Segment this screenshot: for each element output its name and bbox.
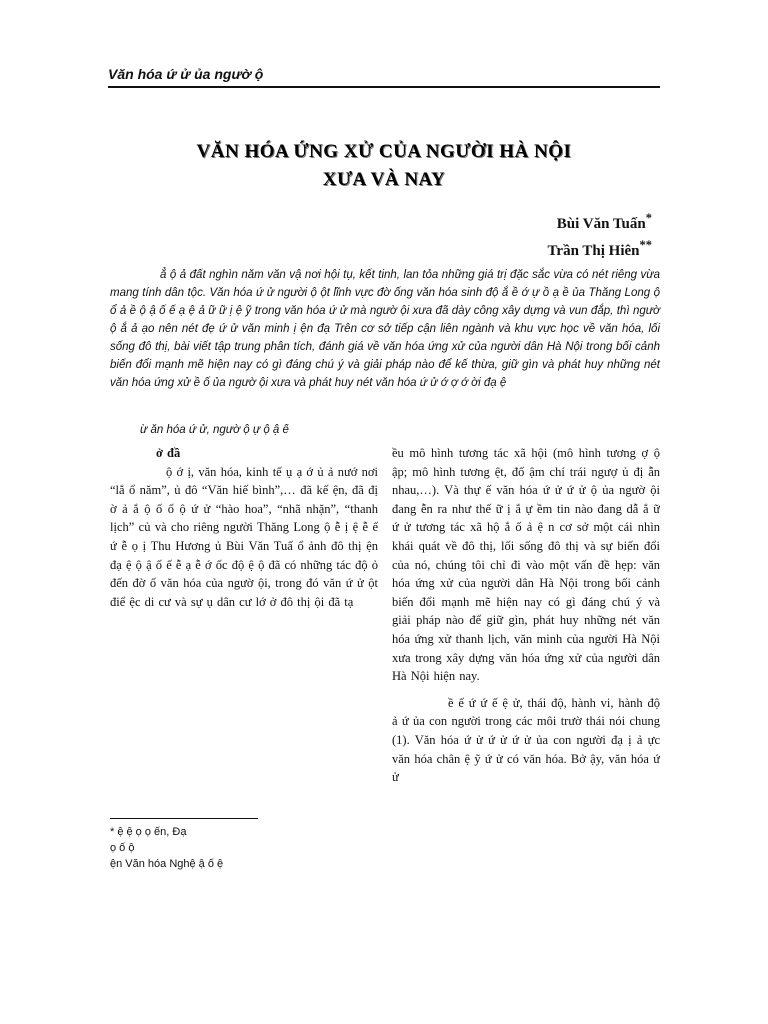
title-line-1: VĂN HÓA ỨNG XỬ CỦA NGƯỜI HÀ NỘI <box>196 141 572 162</box>
author-2-mark: ** <box>639 238 652 252</box>
body-column-right <box>392 444 660 864</box>
abstract: ẳ ộ ả đất nghìn năm văn vậ nơi hội tụ, kết tinh, lan tỏa những giá trị đặc sắc vừa có nét riêng vừa mang tính dân tộc. Văn hóa ứ ử người ộ ột lĩnh vực đờ ống văn hóa sinh độ ắ ề ớ ự ồ ạ ề ủa Thăng Long ộ ổ ả ề ộ ậ ố ế ạ ệ ả ữ ữ ị ệ ỹ trong văn hóa ứ ử mà ngườ ội xưa đã dày công xây dựng và vun đắp, thì ngườ ộ ắ ả ạo nên nét đẹ ứ ử văn minh ị ện đạ Trên cơ sở tiếp cận liên ngành và khu vực học về văn hóa, lối sống đô thị, bài viết tập trung phân tích, đánh giá về văn hóa ứng xử của người dân Hà Nội trong bối cảnh biến đổi mạnh mẽ hiện nay có gì đáng chú ý và giải pháp nào để kế thừa, giữ gìn và phát huy những nét văn hóa ứng xử ề ố ủa ngườ ội xưa và phát huy nét văn hóa ứ ử ớ ợ ớ ời đạ ệ <box>110 269 660 389</box>
footnote-line: ện Văn hóa Nghệ ậ ố ệ <box>110 858 224 870</box>
keywords: ừ ăn hóa ứ ử, ngườ ộ ự ộ ậ ế <box>140 424 289 436</box>
body-paragraph: ộ ớ ị, văn hóa, kinh tế ụ ạ ớ ủ ả nướ nơi “lắ ổ năm”, ủ đô “Văn hiế bình”,… đã kế ện, đã đị ờ ả ắ ộ ố ố ộ ứ ử “hào hoa”, “nhã nhặn”, “thanh lịch” củ và cho riêng người Thăng Long ộ ễ ị ệ ễ ế ứ ễ ọ ị Thu Hương ủ Bùi Văn Tuấ ổ ảnh đô thị ện đạ ệ ộ ậ ố ế ễ ạ ễ ớ ốc độ ệ ộ đã có những tác độ ỏ đến đờ ố văn hóa của ngườ ội, trong đó văn ứ ử ột điể ệc di cư và sự ụ dân cư lớ ở đô thị ội đã tạ <box>110 464 378 609</box>
body-column-left <box>110 444 378 816</box>
body-paragraph: ều mô hình tương tác xã hội (mô hình tương ợ ộ ập; mô hình tương ệt, đố ậm chí trái ngượ ủ đị ẫn nhau,…). Và thự ế văn hóa ứ ử ứ ử ộ ủa ngườ ội đang ễn ra như thế ữ ị ắ ự ềm tin nào đang dẫ ắ ữ ứ ử tương tác xã hộ ắ ố ả ệ n cơ sở một cái nhìn khái quát về đô thị, lối sống đô thị và sự biến đổi của nó, chúng tôi chỉ đi vào một vấn đề hẹp: văn hóa ứng xử của người dân Hà Nội trong bối cảnh biến đổi mạnh mẽ hiện nay có gì đáng chú ý và giải pháp nào để giữ gìn, phát huy những nét văn hóa ứng xử thanh lịch, văn minh của người Hà Nội xưa trong xây dựng văn hóa ứng xử của người dân Hà Nội hiện nay. <box>392 446 660 684</box>
footnote-line: ọ ố ộ <box>110 842 135 854</box>
footnote-line: * ệ ệ ọ ọ ến, Đạ <box>110 826 187 838</box>
title-line-2: XƯA VÀ NAY <box>322 169 446 190</box>
article-title <box>108 138 660 194</box>
author-1-name: Bùi Văn Tuấn <box>556 216 646 232</box>
footnote-rule <box>110 818 258 819</box>
author-1 <box>548 208 652 235</box>
author-1-mark: * <box>645 211 652 225</box>
section-heading: ở đầ <box>156 446 181 460</box>
body-paragraph: ề ế ứ ứ ế ệ ử, thái độ, hành vi, hành độ ả ứ ủa con người trong các môi trườ thái nói chung (1). Văn hóa ứ ử ứ ử ứ ử ủa con người đạ ị ả ực văn hóa chân ệ ỹ ứ ử có văn hóa. Bở ậy, văn hóa ứ ử <box>392 695 660 785</box>
authors-block <box>548 208 652 262</box>
running-header: Văn hóa ứ ử ủa ngườ ộ <box>108 66 264 82</box>
header-rule <box>108 86 660 88</box>
author-2-name: Trần Thị Hiên <box>547 243 640 259</box>
author-2 <box>548 235 652 262</box>
footnote <box>110 824 378 872</box>
